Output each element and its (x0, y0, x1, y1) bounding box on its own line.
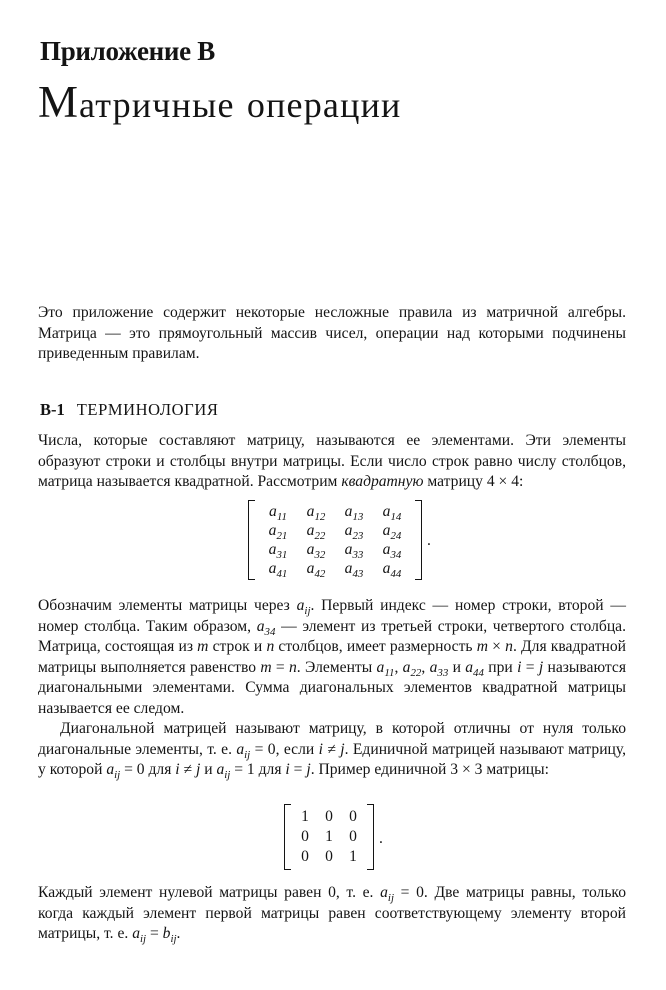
matrix-4x4-cell: $a_{23}$ (344, 521, 364, 542)
math-a-ij: $a_{ij}$ (296, 597, 311, 618)
chapter-title-word1-rest: атричные (79, 85, 235, 125)
matrix-4x4-cell: $a_{22}$ (306, 521, 326, 542)
matrix-4x4-cell: $a_{14}$ (382, 502, 402, 523)
section-title: ТЕРМИНОЛОГИЯ (76, 400, 219, 419)
math-a-34: $a_{34}$ (256, 617, 276, 638)
p2-text: и (448, 658, 466, 676)
math-a-22: $a_{22}$ (402, 658, 422, 679)
chapter-title-initial: М (38, 77, 80, 127)
p2-text: — элемент из третьей строки, четвертого столбца. Матрица, состоящая из (38, 617, 626, 655)
matrix-4x4-cell: $a_{31}$ (268, 540, 288, 561)
identity-matrix-right-bracket (367, 804, 374, 870)
identity-matrix-left-bracket (284, 804, 291, 870)
p4-text: . Две матрицы равны, только когда каждый элемент первой матрицы равен соответствующему элементу второй матрицы, т. е. (38, 884, 627, 942)
p3-text: . Единичной матрицей называют матрицу, у которой (38, 740, 627, 778)
matrix-4x4-left-bracket (248, 500, 255, 580)
matrix-4x4-cell: $a_{12}$ (306, 502, 326, 523)
p2-text: столбцов, имеет размерность (274, 638, 477, 655)
matrix-4x4-cell: $a_{32}$ (306, 540, 326, 561)
identity-matrix-cell: 1 (301, 808, 309, 825)
matrix-4x4-grid (255, 500, 415, 580)
matrix-4x4-cell: $a_{21}$ (268, 521, 288, 542)
identity-matrix-period: . (379, 830, 383, 847)
math-a-ij-eq-b-ij: $a_{ij} = b_{ij}$ (132, 925, 177, 946)
matrix-4x4-cell: $a_{42}$ (306, 559, 326, 580)
math-m-eq-n: m = n (260, 658, 297, 676)
p1-text-b: матрицу 4 × 4: (423, 473, 524, 490)
p2-text: называются диагональными элементами. Сумма диагональных элементов квадратной матрицы называется ее следом. (38, 658, 627, 717)
p2-text: при (483, 658, 518, 676)
p2-text: . Для квадратной матрицы выполняется равенство (38, 638, 627, 676)
identity-matrix-cell: 0 (325, 848, 333, 865)
matrix-4x4-cell: $a_{44}$ (382, 559, 402, 580)
matrix-4x4-cell: $a_{43}$ (344, 559, 364, 580)
identity-matrix-cell: 0 (325, 808, 333, 825)
p3-text: Диагональной матрицей называют матрицу, в которой отличны от нуля только диагональные элементы, т. е. (38, 720, 626, 758)
math-m-times-n: m × n (476, 638, 513, 655)
chapter-title-word2: операции (246, 85, 402, 125)
identity-matrix-cell: 0 (301, 828, 309, 845)
matrix-4x4-right-bracket (415, 500, 422, 580)
math-a-ij: $a_{ij}$ (216, 761, 231, 782)
identity-matrix-cell: 0 (349, 808, 357, 825)
p3-text: и (200, 761, 217, 778)
p3-text: для (144, 761, 176, 778)
appendix-label: Приложение B (40, 36, 216, 66)
math-a-33: $a_{33}$ (429, 658, 449, 679)
math-a-11: $a_{11}$ (376, 658, 395, 679)
p4-text: Каждый элемент нулевой матрицы равен 0, т. е. (38, 884, 381, 901)
terminology-paragraph-4: Каждый элемент нулевой матрицы равен 0, т. е. $a_{ij} = 0$. Две матрицы равны, только когда каждый элемент первой матрицы равен соответствующему элементу второй матрицы, т. е. $a_{ij} = b_{ij}$. (38, 884, 627, 946)
math-a-ij: $a_{ij}$ (380, 884, 394, 905)
matrix-4x4-cell: $a_{13}$ (344, 502, 364, 523)
math-i-ne-j: i ≠ j (175, 761, 201, 778)
section-number: B-1 (40, 400, 65, 419)
math-i-eq-j: i = j (517, 658, 544, 676)
math-i-eq-j: i = j (285, 761, 311, 778)
matrix-4x4-cell: $a_{41}$ (268, 559, 288, 580)
p4-text: . (176, 925, 181, 942)
identity-matrix-cell: 1 (349, 848, 357, 865)
math-i-ne-j: i ≠ j (318, 740, 345, 758)
p2-text: строк и (208, 638, 267, 655)
matrix-4x4-cell: $a_{33}$ (344, 540, 364, 561)
intro-text: Это приложение содержит некоторые несложные правила из матричной алгебры. Матрица — это прямоугольный массив чисел, операции над которыми подчинены приведенным правилам. (38, 304, 626, 362)
p3-text: , если (275, 740, 319, 758)
math-a-44: $a_{44}$ (465, 658, 484, 679)
p1-italic-word: квадратную (341, 473, 424, 490)
math-a-ij: $a_{ij}$ (106, 761, 121, 782)
terminology-paragraph-1 (38, 431, 626, 493)
intro-paragraph (38, 303, 626, 365)
p2-text: . Первый индекс — номер строки, второй — номер столбца. Таким образом, (38, 597, 626, 635)
p2-text: Обозначим элементы матрицы через (38, 597, 297, 614)
p1-text-a: Числа, которые составляют матрицу, называются ее элементами. Эти элементы образуют строки и столбцы внутри матрицы. Если число строк равно числу столбцов, матрица называется квадратной. Рассмотрим (38, 432, 626, 490)
chapter-title (38, 77, 402, 127)
matrix-4x4-cell: $a_{11}$ (269, 502, 287, 523)
math-a-ij: $a_{ij}$ (236, 740, 251, 761)
p2-text: . Элементы (296, 658, 377, 676)
p3-text: для (254, 761, 286, 778)
matrix-4x4 (248, 500, 431, 580)
math-m: m (197, 638, 209, 655)
matrix-4x4-cell: $a_{34}$ (382, 540, 402, 561)
section-heading (40, 400, 218, 420)
matrix-4x4-period: . (427, 532, 431, 549)
identity-matrix-cell: 0 (301, 848, 309, 865)
identity-matrix-cell: 0 (349, 828, 357, 845)
p3-text: . Пример единичной 3 × 3 матрицы: (310, 761, 549, 778)
identity-matrix-3x3 (284, 804, 383, 870)
math-n: n (266, 638, 275, 655)
identity-matrix-cell: 1 (325, 828, 333, 845)
matrix-4x4-cell: $a_{24}$ (382, 521, 402, 542)
identity-matrix-grid (291, 804, 367, 870)
terminology-paragraph-2: Обозначим элементы матрицы через $a_{ij}$. Первый индекс — номер строки, второй — номер столбца. Таким образом, $a_{34}$ — элемент из третьей строки, четвертого столбца. Матрица, состоящая из m строк и n столбцов, имеет размерность m × n. Для квадратной матрицы выполняется равенство m = n. Элементы $a_{11}$, $a_{22}$, $a_{33}$ и $a_{44}$ при i = j называются диагональными элементами. Сумма диагональных элементов квадратной матрицы называется ее следом. Диагональной матрицей называют матрицу, в которой отличны от нуля только диагональные элементы, т. е. $a_{ij} = 0$, если i ≠ j. Единичной матрицей называют матрицу, у которой $a_{ij} = 0$ для i ≠ j и $a_{ij} = 1$ для i = j. Пример единичной 3 × 3 матрицы: (38, 597, 627, 782)
